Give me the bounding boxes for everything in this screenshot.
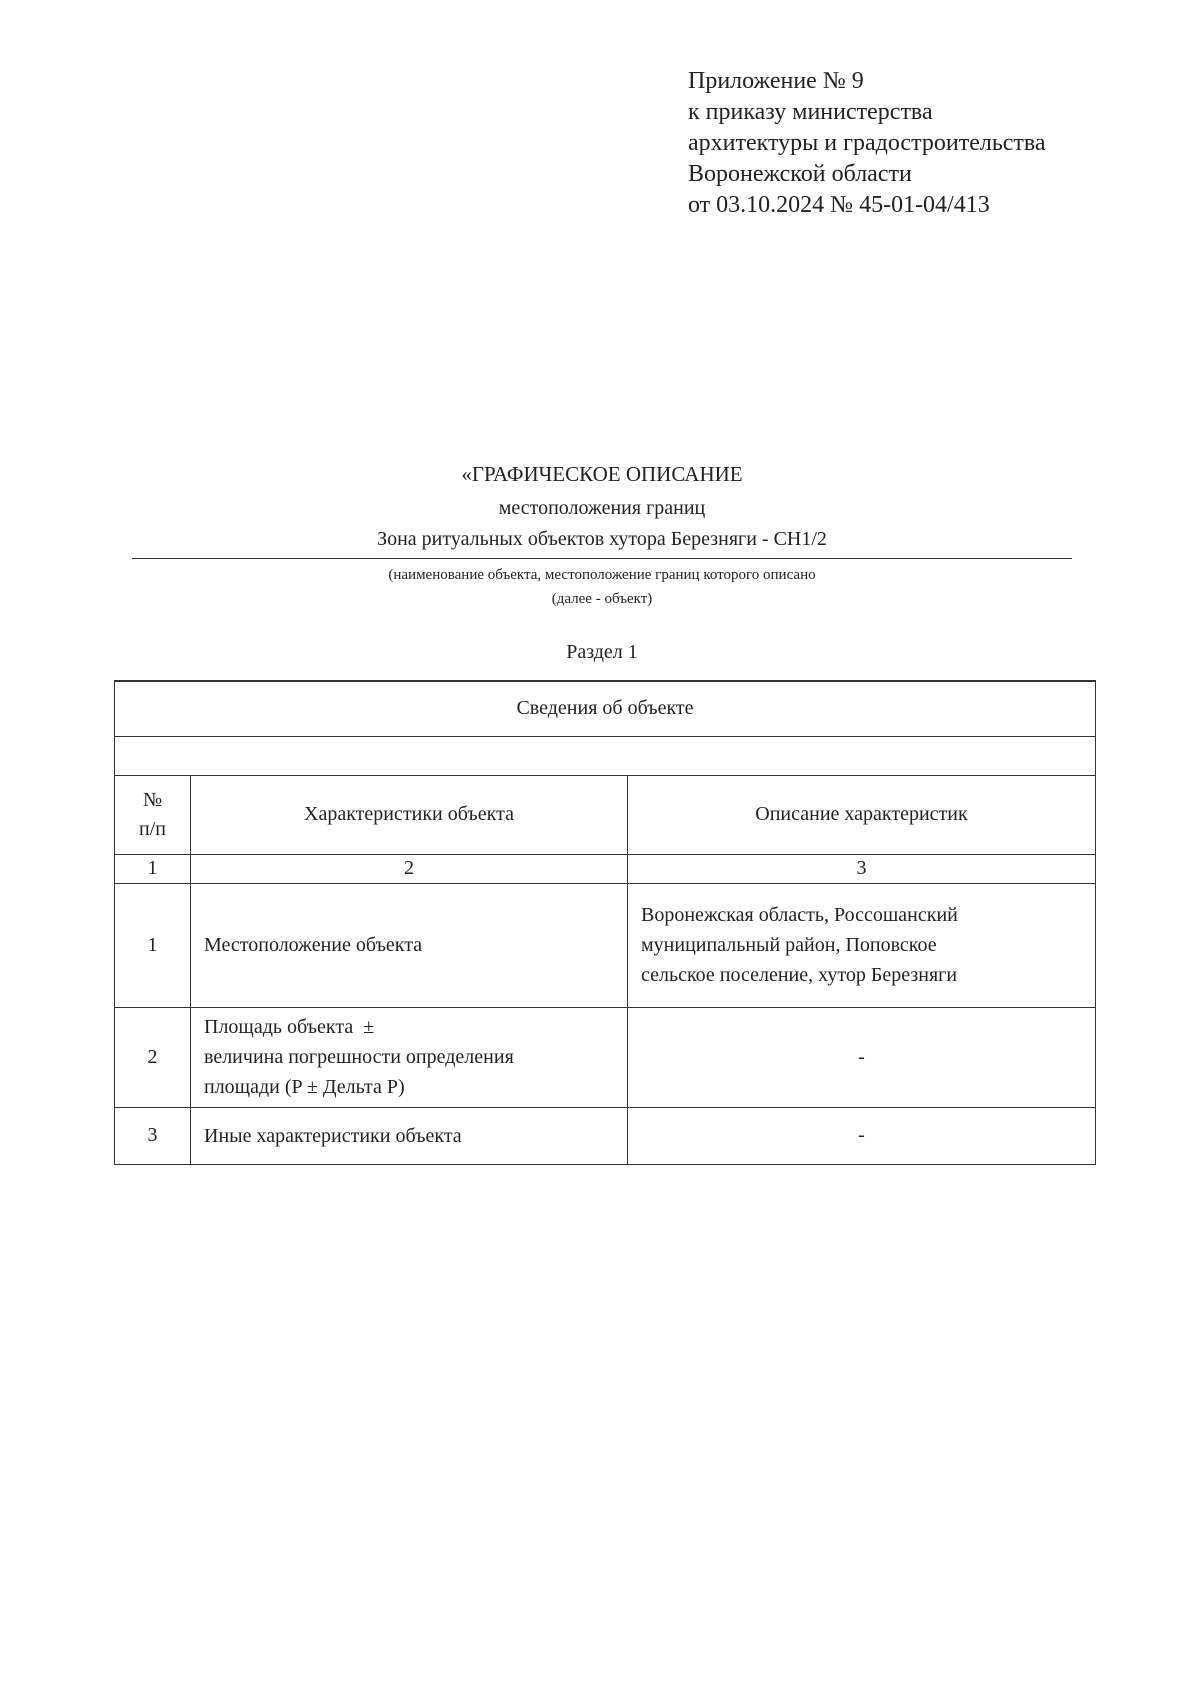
table-header-row [115, 775, 1096, 854]
object-name-note [132, 563, 1072, 611]
appendix-line: Приложение № 9 [688, 68, 864, 94]
table-caption-row [115, 681, 1096, 736]
header-num-abbrev: п/п [139, 817, 166, 840]
column-number: 2 [191, 854, 628, 883]
row-characteristic [191, 883, 628, 1007]
appendix-line: к приказу министерства [688, 99, 933, 125]
header-num [115, 775, 191, 854]
table-empty-cell [115, 736, 1096, 775]
document-subtitle: местоположения границ [498, 497, 706, 519]
appendix-line: Воронежской области [688, 161, 912, 187]
row-characteristic [191, 1107, 628, 1164]
header-description: Описание характеристик [628, 775, 1096, 854]
characteristic-line: величина погрешности определения [204, 1046, 514, 1068]
row-number: 3 [115, 1107, 191, 1164]
characteristic-line: Площадь объекта ± [204, 1016, 375, 1038]
table-row [115, 1107, 1096, 1164]
appendix-line: архитектуры и градостроительства [688, 130, 1046, 156]
row-description [628, 883, 1096, 1007]
description-line: муниципальный район, Поповское [641, 934, 937, 956]
row-number: 2 [115, 1007, 191, 1107]
row-description: - [628, 1107, 1096, 1164]
object-info-table [114, 680, 1096, 1165]
characteristic-line: площади (P ± Дельта P) [204, 1076, 405, 1098]
column-number: 1 [115, 854, 191, 883]
table-row [115, 1007, 1096, 1107]
object-name-note-line: (далее - объект) [551, 591, 653, 607]
table-empty-row [115, 736, 1096, 775]
appendix-line: от 03.10.2024 № 45-01-04/413 [688, 192, 990, 218]
characteristic-line: Иные характеристики объекта [204, 1124, 462, 1147]
appendix-header [688, 66, 1168, 221]
document-title: «ГРАФИЧЕСКОЕ ОПИСАНИЕ [461, 462, 743, 486]
row-description: - [628, 1007, 1096, 1107]
object-name-underline [132, 558, 1072, 559]
header-num-symbol: № [142, 788, 163, 811]
row-number: 1 [115, 883, 191, 1007]
header-characteristics: Характеристики объекта [191, 775, 628, 854]
description-line: Воронежская область, Россошанский [641, 904, 958, 926]
column-number-row [115, 854, 1096, 883]
characteristic-line: Местоположение объекта [204, 934, 423, 956]
column-number: 3 [628, 854, 1096, 883]
table-row [115, 883, 1096, 1007]
object-name-note-line: (наименование объекта, местоположение границ которого описано [388, 567, 816, 583]
table-caption: Сведения об объекте [115, 681, 1096, 736]
row-characteristic [191, 1007, 628, 1107]
object-name: Зона ритуальных объектов хутора Березняги - СН1/2 [377, 528, 827, 550]
section-label: Раздел 1 [566, 641, 638, 663]
description-line: сельское поселение, хутор Березняги [641, 964, 958, 986]
